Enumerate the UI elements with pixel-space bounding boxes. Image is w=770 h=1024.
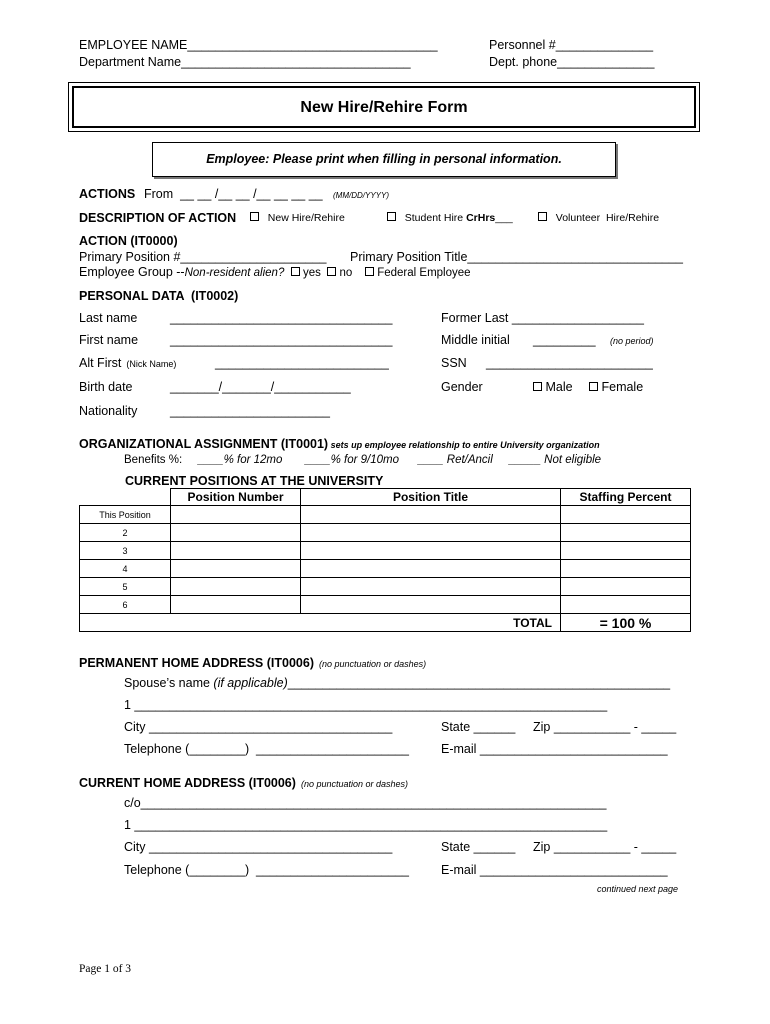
benefits-label: Benefits %: <box>124 454 183 466</box>
current-state-field[interactable]: State ______ <box>441 840 516 854</box>
no-period-hint: (no period) <box>610 336 654 346</box>
nationality-field[interactable]: _______________________ <box>170 404 330 418</box>
current-telephone-field[interactable]: Telephone (________) ______________________ <box>124 863 409 877</box>
last-name-field[interactable]: ________________________________ <box>170 311 393 325</box>
male-checkbox[interactable] <box>533 382 542 391</box>
org-assignment-note: sets up employee relationship to entire University organization <box>330 440 600 450</box>
permanent-telephone-field[interactable]: Telephone (________) ______________________ <box>124 742 409 756</box>
row-label-5: 5 <box>80 578 171 596</box>
spouse-name-line[interactable]: _______________________________________________________ <box>287 676 671 690</box>
ssn-field[interactable]: ________________________ <box>486 356 653 370</box>
title-box <box>68 82 700 132</box>
dept-phone-field[interactable]: Dept. phone______________ <box>489 55 655 69</box>
federal-employee-checkbox[interactable] <box>365 267 374 276</box>
staffing-percent-cell[interactable] <box>561 596 691 614</box>
permanent-email-field[interactable]: E-mail ___________________________ <box>441 742 668 756</box>
table-row <box>80 506 691 524</box>
current-address-line1[interactable]: 1 ____________________________________________________________________ <box>124 818 608 832</box>
federal-employee-label: Federal Employee <box>377 267 471 279</box>
benefits-9-10mo-field[interactable]: ____% for 9/10mo <box>305 454 399 466</box>
position-number-cell[interactable] <box>171 506 301 524</box>
first-name-field[interactable]: ________________________________ <box>170 333 393 347</box>
position-number-cell[interactable] <box>171 524 301 542</box>
gender-label: Gender <box>441 380 483 394</box>
current-co-field[interactable]: c/o___________________________________________________________________ <box>124 796 607 810</box>
employee-group-label: Employee Group -- <box>79 265 185 279</box>
middle-initial-field[interactable]: _________ <box>533 333 596 347</box>
gender-female-option[interactable] <box>589 380 643 394</box>
crhrs-field[interactable]: ___ <box>495 212 513 224</box>
nick-name-hint: (Nick Name) <box>126 359 177 369</box>
permanent-address-row <box>79 654 426 672</box>
total-label: TOTAL <box>80 614 561 632</box>
total-percent: = 100 % <box>561 614 691 632</box>
description-of-action-label: DESCRIPTION OF ACTION <box>79 211 237 225</box>
primary-position-number-field[interactable]: Primary Position #_____________________ <box>79 250 327 264</box>
page-number: Page 1 of 3 <box>79 963 132 975</box>
table-row <box>80 524 691 542</box>
alt-first-text: Alt First <box>79 356 122 370</box>
new-hire-label: New Hire/Rehire <box>267 212 345 224</box>
personal-data-label: PERSONAL DATA (IT0002) <box>79 289 239 303</box>
total-row <box>80 614 691 632</box>
staffing-percent-header: Staffing Percent <box>561 489 691 506</box>
birth-date-label: Birth date <box>79 380 133 394</box>
position-number-header: Position Number <box>171 489 301 506</box>
current-address-label: CURRENT HOME ADDRESS (IT0006) <box>79 776 296 790</box>
personnel-number-field[interactable]: Personnel #______________ <box>489 38 654 52</box>
nonresident-yes-label: yes <box>302 267 321 279</box>
middle-initial-label: Middle initial <box>441 333 510 347</box>
last-name-label: Last name <box>79 311 138 325</box>
row-label-4: 4 <box>80 560 171 578</box>
student-hire-checkbox[interactable] <box>387 212 396 221</box>
position-title-cell[interactable] <box>301 560 561 578</box>
volunteer-option[interactable] <box>538 212 659 224</box>
primary-position-title-field[interactable]: Primary Position Title_______________________________ <box>350 250 683 264</box>
spouse-name-field[interactable] <box>124 676 670 690</box>
instruction-box <box>152 142 616 177</box>
row-label-6: 6 <box>80 596 171 614</box>
permanent-state-field[interactable]: State ______ <box>441 720 516 734</box>
position-title-cell[interactable] <box>301 524 561 542</box>
row-label-3: 3 <box>80 542 171 560</box>
position-number-cell[interactable] <box>171 596 301 614</box>
volunteer-checkbox[interactable] <box>538 212 547 221</box>
position-title-cell[interactable] <box>301 578 561 596</box>
male-label: Male <box>545 380 573 394</box>
org-assignment-row <box>79 435 600 453</box>
continued-next-page: continued next page <box>597 884 679 894</box>
new-hire-checkbox[interactable] <box>250 212 259 221</box>
positions-header-blank <box>80 489 171 506</box>
nonresident-yes-checkbox[interactable] <box>291 267 300 276</box>
ssn-label: SSN <box>441 356 467 370</box>
benefits-not-eligible-field[interactable]: _____ Not eligible <box>509 454 602 466</box>
nationality-label: Nationality <box>79 404 138 418</box>
permanent-address-label: PERMANENT HOME ADDRESS (IT0006) <box>79 656 314 670</box>
permanent-zip-field[interactable]: Zip ___________ - _____ <box>533 720 677 734</box>
current-address-row <box>79 774 408 792</box>
position-number-cell[interactable] <box>171 560 301 578</box>
staffing-percent-cell[interactable] <box>561 506 691 524</box>
positions-table <box>79 488 691 632</box>
female-label: Female <box>601 380 644 394</box>
actions-from-date[interactable]: From __ __ /__ __ /__ __ __ __ <box>144 187 323 201</box>
position-title-cell[interactable] <box>301 506 561 524</box>
form-title: New Hire/Rehire Form <box>300 99 468 116</box>
actions-label: ACTIONS <box>79 187 136 201</box>
volunteer-label: Volunteer Hire/Rehire <box>555 212 660 224</box>
crhrs-label: CrHrs <box>466 212 496 224</box>
benefits-12mo-field[interactable]: ____% for 12mo <box>198 454 283 466</box>
nonresident-no-checkbox[interactable] <box>327 267 336 276</box>
permanent-address-note: (no punctuation or dashes) <box>319 659 427 669</box>
former-last-field[interactable]: Former Last ___________________ <box>441 311 644 325</box>
current-zip-field[interactable]: Zip ___________ - _____ <box>533 840 677 854</box>
table-row <box>80 578 691 596</box>
spouse-name-label: Spouse’s name <box>124 676 210 690</box>
positions-header-row <box>80 489 691 506</box>
staffing-percent-cell[interactable] <box>561 524 691 542</box>
department-name-field[interactable]: Department Name_________________________________ <box>79 55 411 69</box>
alt-first-label <box>79 356 176 370</box>
row-label-2: 2 <box>80 524 171 542</box>
spouse-note: (if applicable) <box>213 676 288 690</box>
employee-group-row <box>79 265 471 279</box>
staffing-percent-cell[interactable] <box>561 578 691 596</box>
birth-date-field[interactable]: _______/_______/___________ <box>170 380 351 394</box>
staffing-percent-cell[interactable] <box>561 560 691 578</box>
current-address-note: (no punctuation or dashes) <box>300 779 409 789</box>
row-label-this-position: This Position <box>80 506 171 524</box>
table-row <box>80 542 691 560</box>
student-hire-option[interactable] <box>387 212 513 224</box>
current-positions-heading: CURRENT POSITIONS AT THE UNIVERSITY <box>125 474 384 488</box>
student-hire-label: Student Hire <box>404 212 464 224</box>
title-box-inner <box>72 86 696 128</box>
current-city-field[interactable]: City ___________________________________ <box>124 840 393 854</box>
position-number-cell[interactable] <box>171 578 301 596</box>
current-email-field[interactable]: E-mail ___________________________ <box>441 863 668 877</box>
first-name-label: First name <box>79 333 139 347</box>
permanent-address-line1[interactable]: 1 ____________________________________________________________________ <box>124 698 608 712</box>
new-hire-option[interactable] <box>250 212 345 224</box>
alt-first-field[interactable]: _________________________ <box>215 356 389 370</box>
staffing-percent-cell[interactable] <box>561 542 691 560</box>
position-number-cell[interactable] <box>171 542 301 560</box>
benefits-ret-ancil-field[interactable]: ____ Ret/Ancil <box>418 454 493 466</box>
table-row <box>80 596 691 614</box>
action-it0000-label: ACTION (IT0000) <box>79 234 178 248</box>
instruction-text: Employee: Please print when filling in personal information. <box>206 152 562 166</box>
female-checkbox[interactable] <box>589 382 598 391</box>
position-title-cell[interactable] <box>301 596 561 614</box>
date-format-hint: (MM/DD/YYYY) <box>333 191 389 200</box>
employee-name-field[interactable]: EMPLOYEE NAME____________________________________ <box>79 38 438 52</box>
position-title-cell[interactable] <box>301 542 561 560</box>
table-row <box>80 560 691 578</box>
position-title-header: Position Title <box>301 489 561 506</box>
nonresident-question: Non-resident alien? <box>184 267 285 279</box>
gender-male-option[interactable] <box>533 380 573 394</box>
org-assignment-label: ORGANIZATIONAL ASSIGNMENT (IT0001) <box>79 437 329 451</box>
nonresident-no-label: no <box>339 267 353 279</box>
permanent-city-field[interactable]: City ___________________________________ <box>124 720 393 734</box>
